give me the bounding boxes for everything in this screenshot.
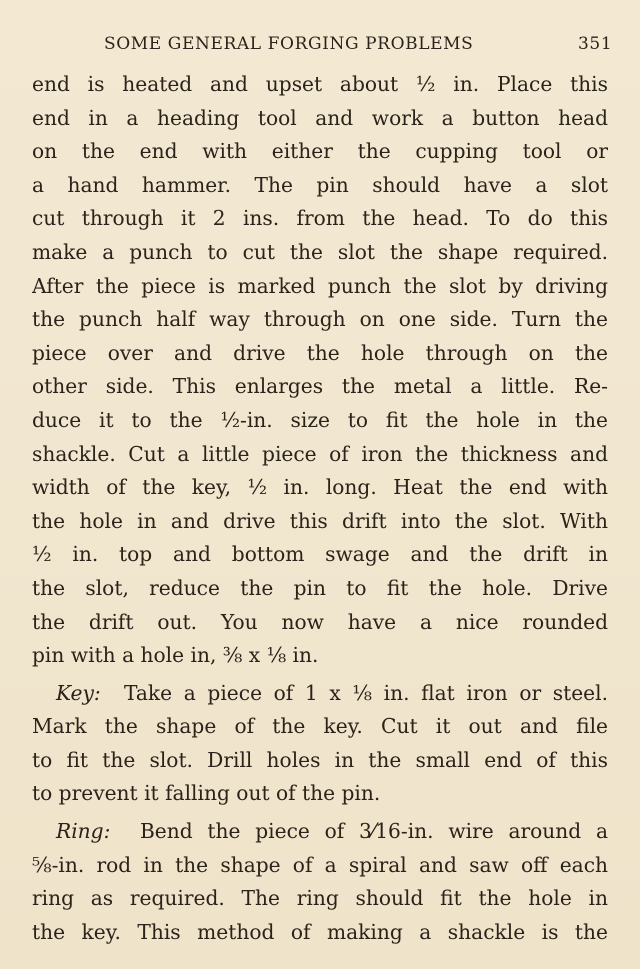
paragraph-first-line xyxy=(32,677,608,711)
text-line: to prevent it falling out of the pin. xyxy=(32,781,381,806)
running-title: SOME GENERAL FORGING PROBLEMS xyxy=(104,34,474,54)
text-line: duce it to the ½-in. size to fit the hole in the xyxy=(32,407,608,432)
text-line: shackle. Cut a little piece of iron the thickness and xyxy=(32,441,608,466)
text-line: ½ in. top and bottom swage and the drift in xyxy=(32,542,608,567)
page-header xyxy=(0,32,640,60)
text-line: the hole in and drive this drift into the slot. With xyxy=(32,508,608,533)
text-line: ⅝-in. rod in the shape of a spiral and saw off each xyxy=(32,852,608,877)
text-run: Take a piece of 1 x ⅛ in. flat iron or steel. xyxy=(124,680,608,705)
text-line: ring as required. The ring should fit the hole in xyxy=(32,886,608,911)
text-line: width of the key, ½ in. long. Heat the end with xyxy=(32,475,608,500)
text-line: the drift out. You now have a nice rounded xyxy=(32,609,608,634)
text-line: piece over and drive the hole through on the xyxy=(32,340,608,365)
text-run: Bend the piece of 3⁄16-in. wire around a xyxy=(139,819,608,844)
key-term: Key: xyxy=(56,680,101,705)
text-line: end in a heading tool and work a button head xyxy=(32,105,608,130)
text-line: cut through it 2 ins. from the head. To do this xyxy=(32,206,608,231)
ring-term: Ring: xyxy=(56,819,111,844)
paragraph-continuation xyxy=(32,68,608,673)
text-line: a hand hammer. The pin should have a slot xyxy=(32,172,608,197)
paragraph-key xyxy=(32,677,608,811)
text-line: pin with a hole in, ⅜ x ⅛ in. xyxy=(32,643,319,668)
text-line: After the piece is marked punch the slot by driving xyxy=(32,273,608,298)
paragraph-first-line xyxy=(32,815,608,849)
text-line: the punch half way through on one side. Turn the xyxy=(32,307,608,332)
paragraph-ring xyxy=(32,815,608,949)
text-line: Mark the shape of the key. Cut it out and file xyxy=(32,714,608,739)
text-line: other side. This enlarges the metal a little. Re- xyxy=(32,374,608,399)
body-text xyxy=(32,68,608,949)
text-line: on the end with either the cupping tool or xyxy=(32,139,608,164)
text-line: the slot, reduce the pin to fit the hole. Drive xyxy=(32,575,608,600)
text-line: to fit the slot. Drill holes in the small end of this xyxy=(32,747,608,772)
text-line: make a punch to cut the slot the shape required. xyxy=(32,239,608,264)
text-line: end is heated and upset about ½ in. Place this xyxy=(32,72,608,96)
text-line: the key. This method of making a shackle is the xyxy=(32,919,608,944)
page-number: 351 xyxy=(578,34,613,54)
